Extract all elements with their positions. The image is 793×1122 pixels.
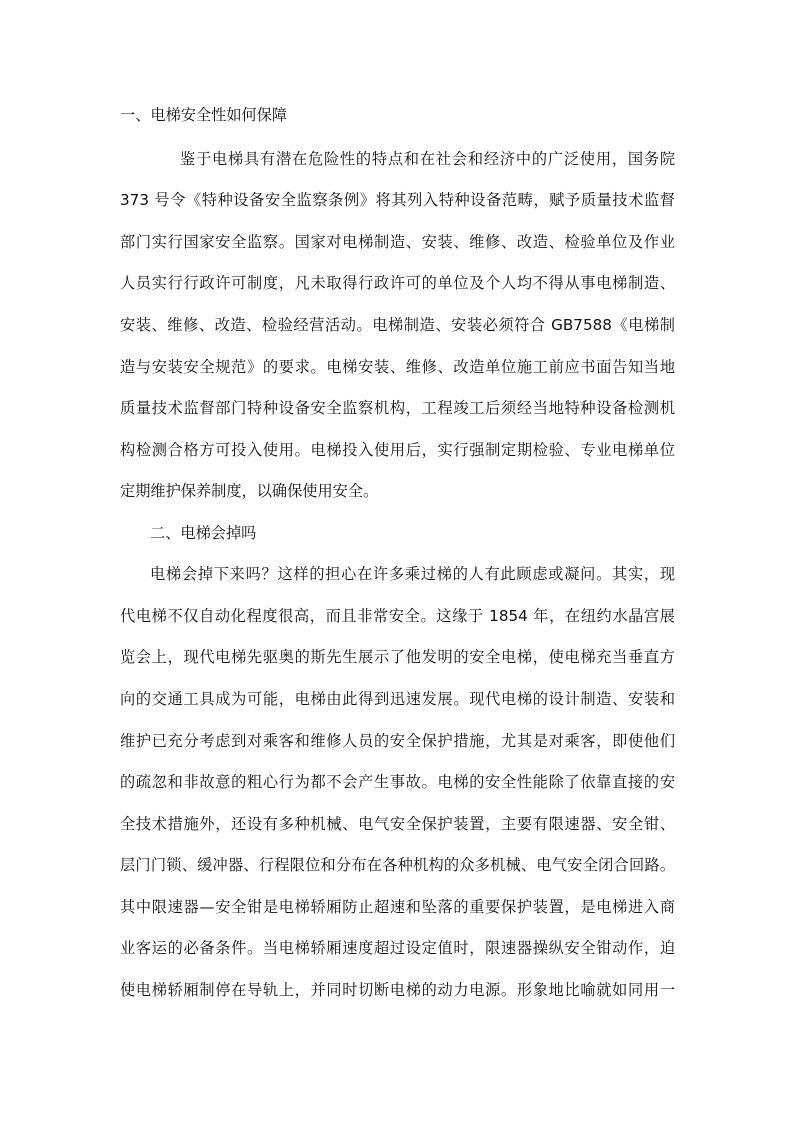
paragraph-line: 373 号令《特种设备安全监察条例》将其列入特种设备范畴，赋予质量技术监督 — [120, 191, 675, 209]
paragraph-line: 维护已充分考虑到对乘客和维修人员的安全保护措施，尤其是对乘客，即使他们 — [120, 732, 675, 750]
paragraph-line: 代电梯不仅自动化程度很高，而且非常安全。这缘于 1854 年，在纽约水晶宫展 — [120, 607, 675, 625]
paragraph-line: 其中限速器—安全钳是电梯轿厢防止超速和坠落的重要保护装置，是电梯进入商 — [120, 898, 675, 916]
section-heading-1: 一、电梯安全性如何保障 — [120, 106, 288, 124]
paragraph-line: 电梯会掉下来吗？这样的担心在许多乘过梯的人有此顾虑或凝问。其实，现 — [150, 565, 675, 583]
paragraph-line: 定期维护保养制度，以确保使用安全。 — [120, 482, 379, 500]
paragraph-line: 业客运的必备条件。当电梯轿厢速度超过设定值时，限速器操纵安全钳动作，迫 — [120, 939, 675, 957]
paragraph-line: 的疏忽和非故意的粗心行为都不会产生事故。电梯的安全性能除了依靠直接的安 — [120, 773, 675, 791]
paragraph-line: 安装、维修、改造、检验经营活动。电梯制造、安装必须符合 GB7588《电梯制 — [120, 316, 675, 334]
paragraph-line: 部门实行国家安全监察。国家对电梯制造、安装、维修、改造、检验单位及作业 — [120, 233, 675, 251]
paragraph-line: 向的交通工具成为可能，电梯由此得到迅速发展。现代电梯的设计制造、安装和 — [120, 690, 675, 708]
paragraph-line: 造与安装安全规范》的要求。电梯安装、维修、改造单位施工前应书面告知当地 — [120, 358, 675, 376]
paragraph-line: 层门门锁、缓冲器、行程限位和分布在各种机构的众多机械、电气安全闭合回路。 — [120, 856, 675, 874]
paragraph-line: 鉴于电梯具有潜在危险性的特点和在社会和经济中的广泛使用，国务院 — [180, 150, 675, 168]
paragraph-line: 质量技术监督部门特种设备安全监察机构，工程竣工后须经当地特种设备检测机 — [120, 399, 675, 417]
section-heading-2: 二、电梯会掉吗 — [150, 524, 257, 542]
paragraph-line: 构检测合格方可投入使用。电梯投入使用后，实行强制定期检验、专业电梯单位 — [120, 441, 675, 459]
paragraph-line: 全技术措施外，还设有多种机械、电气安全保护装置，主要有限速器、安全钳、 — [120, 815, 675, 833]
paragraph-line: 览会上，现代电梯先驱奥的斯先生展示了他发明的安全电梯，使电梯充当垂直方 — [120, 648, 675, 666]
paragraph-line: 人员实行行政许可制度，凡未取得行政许可的单位及个人均不得从事电梯制造、 — [120, 274, 675, 292]
paragraph-line: 使电梯轿厢制停在导轨上，并同时切断电梯的动力电源。形象地比喻就如同用一 — [120, 981, 675, 999]
